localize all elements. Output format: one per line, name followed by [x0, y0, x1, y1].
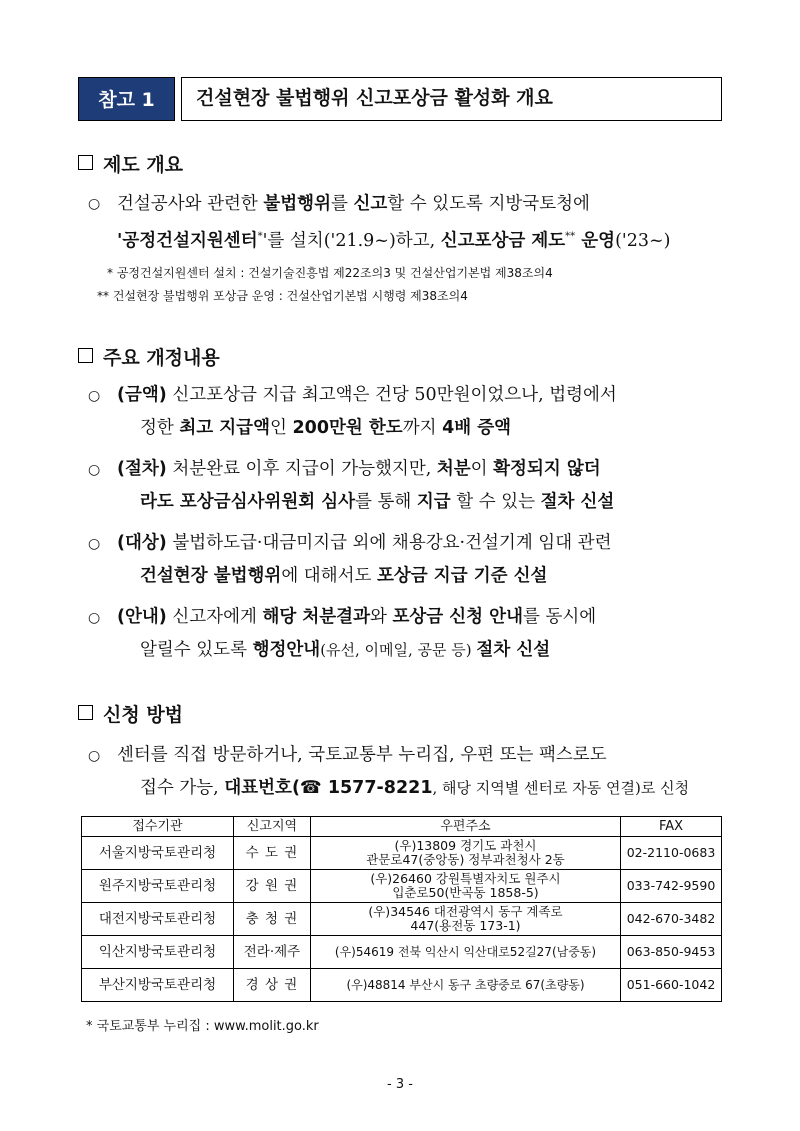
- address-cell: (우)34546 대전광역시 동구 계족로 447(용전동 173-1): [311, 903, 621, 936]
- change-amount-line-2: 정한 최고 지급액인 200만원 한도까지 4배 증액: [140, 418, 512, 438]
- section-heading-changes: 주요 개정내용: [78, 343, 220, 370]
- bullet-circle-icon: ○: [88, 610, 101, 626]
- section-heading-overview: 제도 개요: [78, 150, 183, 177]
- region-cell: 전라·제주: [234, 936, 311, 969]
- table-header-row: [82, 817, 722, 837]
- change-procedure-line-2: 라도 포상금심사위원회 심사를 통해 지급 할 수 있는 절차 신설: [140, 492, 615, 512]
- change-notice-line-1: (안내) 신고자에게 해당 처분결과와 포상금 신청 안내를 동시에: [117, 607, 597, 627]
- bullet-circle-icon: ○: [88, 536, 101, 552]
- region-cell: 충 청 권: [234, 903, 311, 936]
- center-contact-table: [81, 816, 722, 1002]
- fax-cell: 063-850-9453: [621, 936, 722, 969]
- page-number: - 3 -: [387, 1077, 413, 1092]
- table-row: [82, 870, 722, 903]
- bullet-circle-icon: ○: [88, 462, 101, 478]
- table-row: [82, 903, 722, 936]
- bullet-circle-icon: ○: [88, 196, 101, 212]
- website-footnote: * 국토교통부 누리집 : www.molit.go.kr: [86, 1019, 319, 1034]
- change-notice-line-2: 알릴수 있도록 행정안내(유선, 이메일, 공문 등) 절차 신설: [140, 640, 551, 660]
- org-cell: 익산지방국토관리청: [82, 936, 234, 969]
- overview-line-2: '공정건설지원센터*'를 설치('21.9~)하고, 신고포상금 제도** 운영('23~): [117, 230, 671, 251]
- org-cell: 원주지방국토관리청: [82, 870, 234, 903]
- footnote-center: * 공정건설지원센터 설치 : 건설기술진흥법 제22조의3 및 건설산업기본법 제38조의4: [107, 266, 553, 280]
- fax-cell: 042-670-3482: [621, 903, 722, 936]
- application-line-2: 접수 가능, 대표번호(☎ 1577-8221, 해당 지역별 센터로 자동 연결)로 신청: [140, 778, 690, 798]
- change-procedure-line-1: (절차) 처분완료 이후 지급이 가능했지만, 처분이 확정되지 않더: [117, 459, 601, 479]
- bullet-circle-icon: ○: [88, 388, 101, 404]
- fax-cell: 033-742-9590: [621, 870, 722, 903]
- document-title: 건설현장 불법행위 신고포상금 활성화 개요: [181, 77, 722, 121]
- table-row: [82, 969, 722, 1002]
- checkbox-square-icon: [78, 705, 93, 720]
- checkbox-square-icon: [78, 155, 93, 170]
- column-header: FAX: [621, 817, 722, 837]
- footnote-reward: ** 건설현장 불법행위 포상금 운영 : 건설산업기본법 시행령 제38조의4: [97, 289, 468, 303]
- change-target-line-2: 건설현장 불법행위에 대해서도 포상금 지급 기준 신설: [140, 566, 548, 586]
- org-cell: 부산지방국토관리청: [82, 969, 234, 1002]
- address-cell: (우)48814 부산시 동구 초량중로 67(초량동): [311, 969, 621, 1002]
- org-cell: 대전지방국토관리청: [82, 903, 234, 936]
- address-cell: (우)13809 경기도 과천시 관문로47(중앙동) 정부과천청사 2동: [311, 837, 621, 870]
- region-cell: 수 도 권: [234, 837, 311, 870]
- table-row: [82, 837, 722, 870]
- fax-cell: 051-660-1042: [621, 969, 722, 1002]
- change-target-line-1: (대상) 불법하도급·대금미지급 외에 채용강요·건설기계 임대 관련: [117, 533, 612, 553]
- org-cell: 서울지방국토관리청: [82, 837, 234, 870]
- address-cell: (우)26460 강원특별자치도 원주시 입춘로50(반곡동 1858-5): [311, 870, 621, 903]
- region-cell: 강 원 권: [234, 870, 311, 903]
- address-cell: (우)54619 전북 익산시 익산대로52길27(남중동): [311, 936, 621, 969]
- application-line-1: 센터를 직접 방문하거나, 국토교통부 누리집, 우편 또는 팩스로도: [117, 745, 607, 765]
- reference-label: 참고 1: [78, 77, 175, 121]
- column-header: 우편주소: [311, 817, 621, 837]
- column-header: 신고지역: [234, 817, 311, 837]
- fax-cell: 02-2110-0683: [621, 837, 722, 870]
- bullet-circle-icon: ○: [88, 748, 101, 764]
- change-amount-line-1: (금액) 신고포상금 지급 최고액은 건당 50만원이었으나, 법령에서: [117, 385, 617, 405]
- section-heading-application: 신청 방법: [78, 700, 183, 727]
- column-header: 접수기관: [82, 817, 234, 837]
- overview-line-1: 건설공사와 관련한 불법행위를 신고할 수 있도록 지방국토청에: [117, 194, 590, 214]
- region-cell: 경 상 권: [234, 969, 311, 1002]
- checkbox-square-icon: [78, 348, 93, 363]
- table-row: [82, 936, 722, 969]
